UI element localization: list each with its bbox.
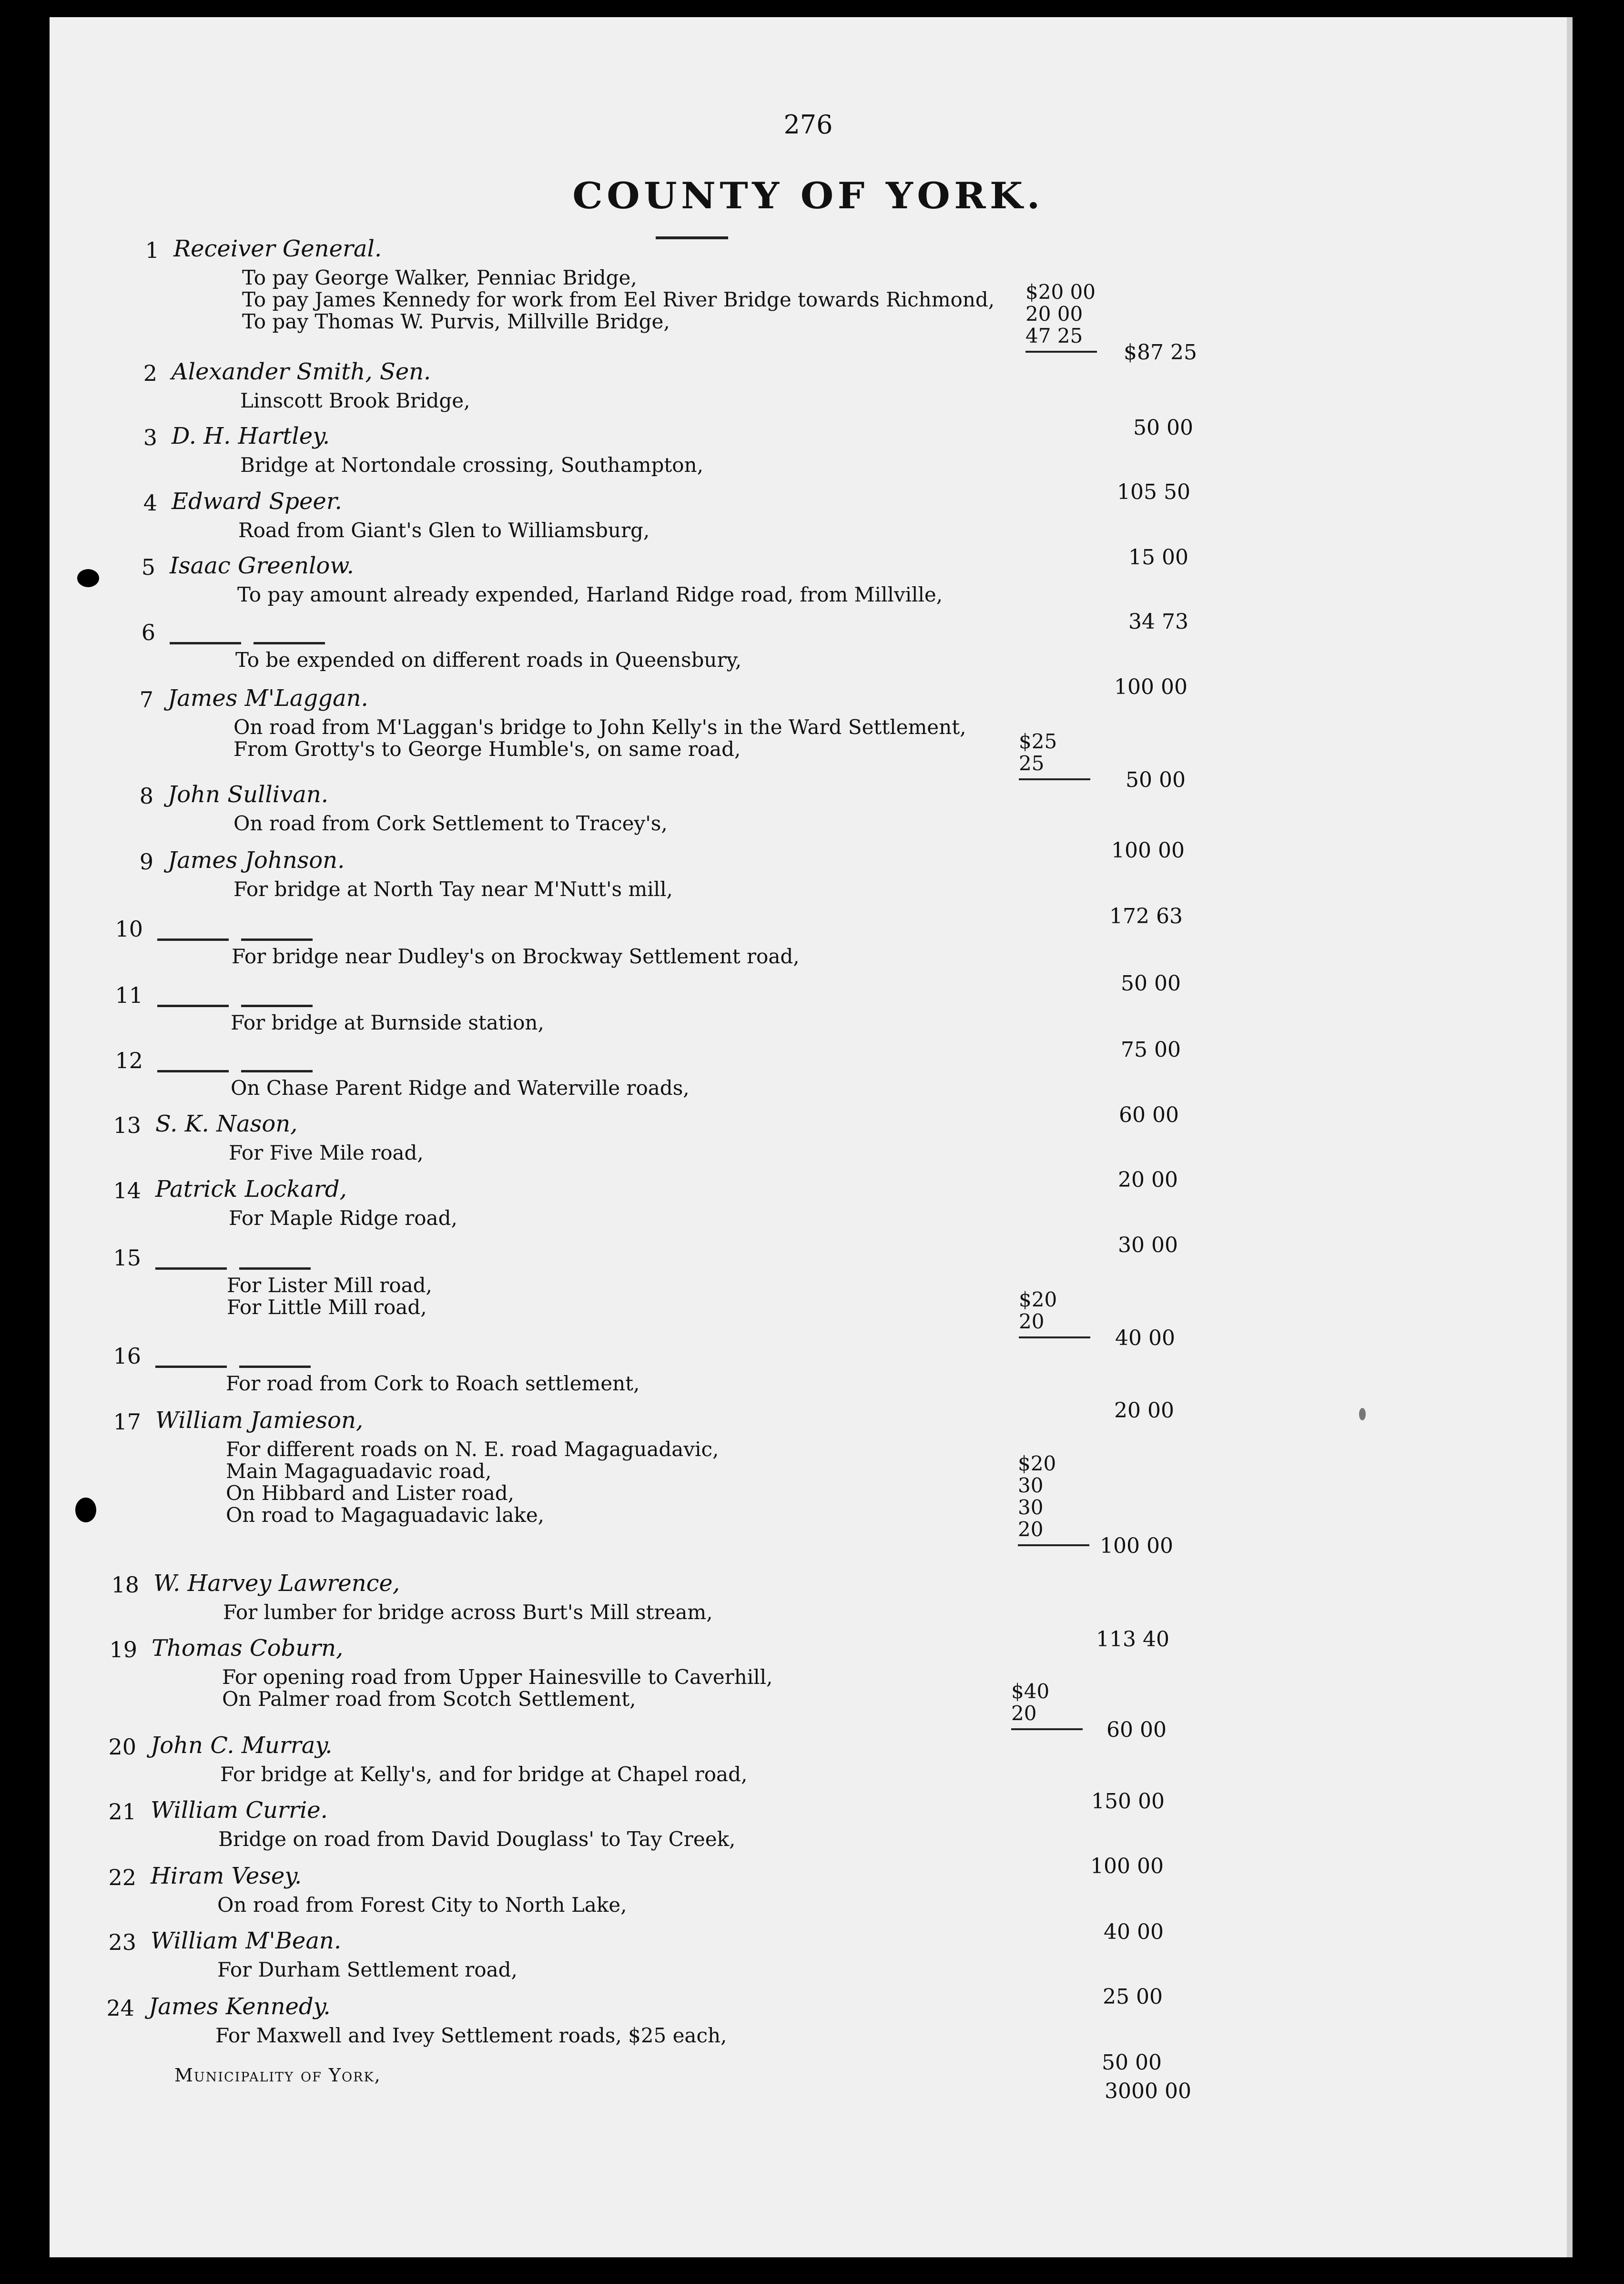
payee-name: John C. Murray. [151,1732,333,1759]
item-description: Bridge on road from David Douglass' to Tay Creek, [218,1827,736,1851]
entry-amount: 150 00 [1091,1789,1165,1814]
blank-name-dash [155,1267,227,1270]
blank-name-dash [157,938,229,941]
sub-amount: 20 [1011,1702,1037,1725]
sub-amount: 20 00 [1025,302,1083,326]
item-description: For Little Mill road, [227,1295,427,1319]
entry-number: 7 [139,687,153,713]
item-description: For road from Cork to Roach settlement, [226,1372,640,1395]
sub-amount: $25 [1019,730,1057,753]
blank-name-dash [157,1070,229,1072]
entry-amount: 113 40 [1096,1627,1169,1652]
entry-number: 8 [139,783,153,809]
item-description: To pay Thomas W. Purvis, Millville Bridge, [242,310,670,333]
item-description: For opening road from Upper Hainesville to Caverhill, [222,1665,773,1689]
entry-amount: 75 00 [1121,1038,1181,1062]
footer-amount: 3000 00 [1105,2079,1191,2103]
payee-name: John Sullivan. [168,781,328,808]
blank-name-dash [241,1070,313,1072]
entry-amount: 172 63 [1109,904,1183,928]
entry-amount: 60 00 [1106,1718,1167,1742]
sub-amount: $20 [1019,1288,1057,1311]
entry-number: 9 [139,849,153,875]
entry-number: 16 [113,1343,141,1369]
blank-name-dash [241,938,313,941]
entry-number: 19 [109,1637,137,1662]
payee-name: Edward Speer. [172,488,342,515]
entry-amount: 100 00 [1090,1854,1164,1878]
subtotal-rule [1025,351,1097,353]
sub-amount: 25 [1019,752,1045,775]
footer-label: Municipality of York, [174,2065,381,2086]
entry-number: 17 [113,1409,141,1435]
entry-number: 10 [115,916,143,942]
payee-name: William Jamieson, [155,1407,364,1434]
payee-name: W. Harvey Lawrence, [153,1570,400,1597]
item-description: On Palmer road from Scotch Settlement, [222,1687,636,1711]
entry-amount: 100 00 [1111,838,1185,863]
item-description: For Lister Mill road, [227,1274,432,1297]
page-number: 276 [783,110,833,140]
appropriation-list [50,17,1567,2257]
entry-number: 4 [143,490,157,516]
payee-name: William M'Bean. [151,1927,342,1954]
entry-amount: 50 00 [1133,416,1193,440]
item-description: For Maple Ridge road, [229,1206,457,1230]
item-description: For bridge at North Tay near M'Nutt's mill, [233,877,673,901]
entry-number: 6 [141,620,155,645]
item-description: For different roads on N. E. road Magaguadavic, [226,1438,719,1461]
entry-amount: 40 00 [1104,1920,1164,1944]
entry-number: 1 [145,237,159,263]
item-description: For bridge at Burnside station, [231,1011,544,1034]
item-description: For Five Mile road, [229,1141,424,1164]
entry-amount: 34 73 [1128,610,1188,634]
entry-amount: $87 25 [1124,340,1197,365]
entry-number: 11 [115,982,143,1008]
payee-name: Hiram Vesey. [151,1863,302,1889]
payee-name: Receiver General. [173,235,382,262]
item-description: On road from M'Laggan's bridge to John Kelly's in the Ward Settlement, [233,715,966,739]
sub-amount: 47 25 [1025,324,1083,347]
entry-number: 14 [113,1178,141,1203]
payee-name: Patrick Lockard, [155,1176,347,1203]
entry-amount: 100 00 [1114,675,1188,699]
entry-amount: 100 00 [1100,1534,1173,1558]
entry-number: 3 [143,425,157,450]
entry-number: 15 [113,1245,141,1271]
blank-name-dash [157,1005,229,1007]
blank-name-dash [254,642,325,644]
item-description: From Grotty's to George Humble's, on same road, [233,737,741,761]
item-description: Road from Giant's Glen to Williamsburg, [238,519,650,542]
payee-name: James Johnson. [168,847,345,874]
entry-amount: 25 00 [1103,1985,1163,2009]
item-description: On road from Cork Settlement to Tracey's, [233,812,668,835]
sub-amount: $40 [1011,1680,1050,1703]
item-description: For bridge near Dudley's on Brockway Settlement road, [232,945,800,968]
entry-amount: 50 00 [1102,2050,1162,2075]
payee-name: Alexander Smith, Sen. [172,358,431,385]
entry-amount: 40 00 [1115,1326,1175,1350]
payee-name: Thomas Coburn, [152,1635,344,1662]
subtotal-rule [1019,778,1090,780]
sub-amount: $20 [1018,1452,1056,1475]
item-description: To pay George Walker, Penniac Bridge, [242,266,637,289]
item-description: For bridge at Kelly's, and for bridge at Chapel road, [220,1763,748,1786]
item-description: On road to Magaguadavic lake, [226,1503,545,1527]
item-description: Main Magaguadavic road, [226,1459,492,1483]
entry-amount: 105 50 [1117,480,1190,504]
item-description: On Hibbard and Lister road, [226,1481,515,1505]
entry-number: 22 [108,1865,136,1890]
item-description: For lumber for bridge across Burt's Mill stream, [223,1601,713,1624]
entry-number: 24 [106,1995,134,2021]
entry-number: 5 [141,554,155,580]
item-description: Bridge at Nortondale crossing, Southampton, [240,453,703,477]
payee-name: D. H. Hartley. [172,423,330,449]
entry-amount: 60 00 [1119,1103,1179,1127]
sub-amount: 30 [1018,1496,1044,1519]
blank-name-dash [170,642,241,644]
entry-amount: 15 00 [1128,545,1188,570]
entry-number: 12 [115,1048,143,1073]
entry-amount: 30 00 [1118,1233,1178,1257]
entry-amount: 20 00 [1118,1168,1178,1192]
sub-amount: 30 [1018,1474,1044,1497]
payee-name: S. K. Nason, [155,1111,298,1137]
item-description: For Durham Settlement road, [217,1958,518,1981]
entry-amount: 50 00 [1121,971,1181,996]
item-description: To be expended on different roads in Queensbury, [235,648,742,672]
page-title: COUNTY OF YORK. [572,174,1044,217]
entry-amount: 50 00 [1126,768,1186,792]
entry-number: 23 [108,1929,136,1955]
item-description: On Chase Parent Ridge and Waterville roads, [231,1076,690,1100]
item-description: On road from Forest City to North Lake, [217,1893,627,1917]
blank-name-dash [241,1005,313,1007]
sub-amount: $20 00 [1025,280,1096,304]
entry-number: 21 [108,1799,136,1825]
item-description: Linscott Brook Bridge, [240,389,470,412]
payee-name: Isaac Greenlow. [170,552,354,579]
payee-name: William Currie. [151,1797,328,1824]
entry-number: 2 [143,360,157,386]
entry-number: 13 [113,1112,141,1138]
sub-amount: 20 [1019,1310,1045,1333]
entry-number: 18 [111,1572,139,1598]
item-description: For Maxwell and Ivey Settlement roads, $25 each, [215,2024,727,2047]
item-description: To pay James Kennedy for work from Eel River Bridge towards Richmond, [242,288,995,311]
item-description: To pay amount already expended, Harland Ridge road, from Millville, [237,583,943,606]
blank-name-dash [239,1366,311,1368]
sub-amount: 20 [1018,1518,1044,1541]
payee-name: James Kennedy. [149,1993,331,2020]
payee-name: James M'Laggan. [168,685,368,712]
ledger-page [50,17,1573,2257]
blank-name-dash [155,1366,227,1368]
entry-number: 20 [108,1734,136,1760]
blank-name-dash [239,1267,311,1270]
entry-amount: 20 00 [1114,1398,1174,1423]
